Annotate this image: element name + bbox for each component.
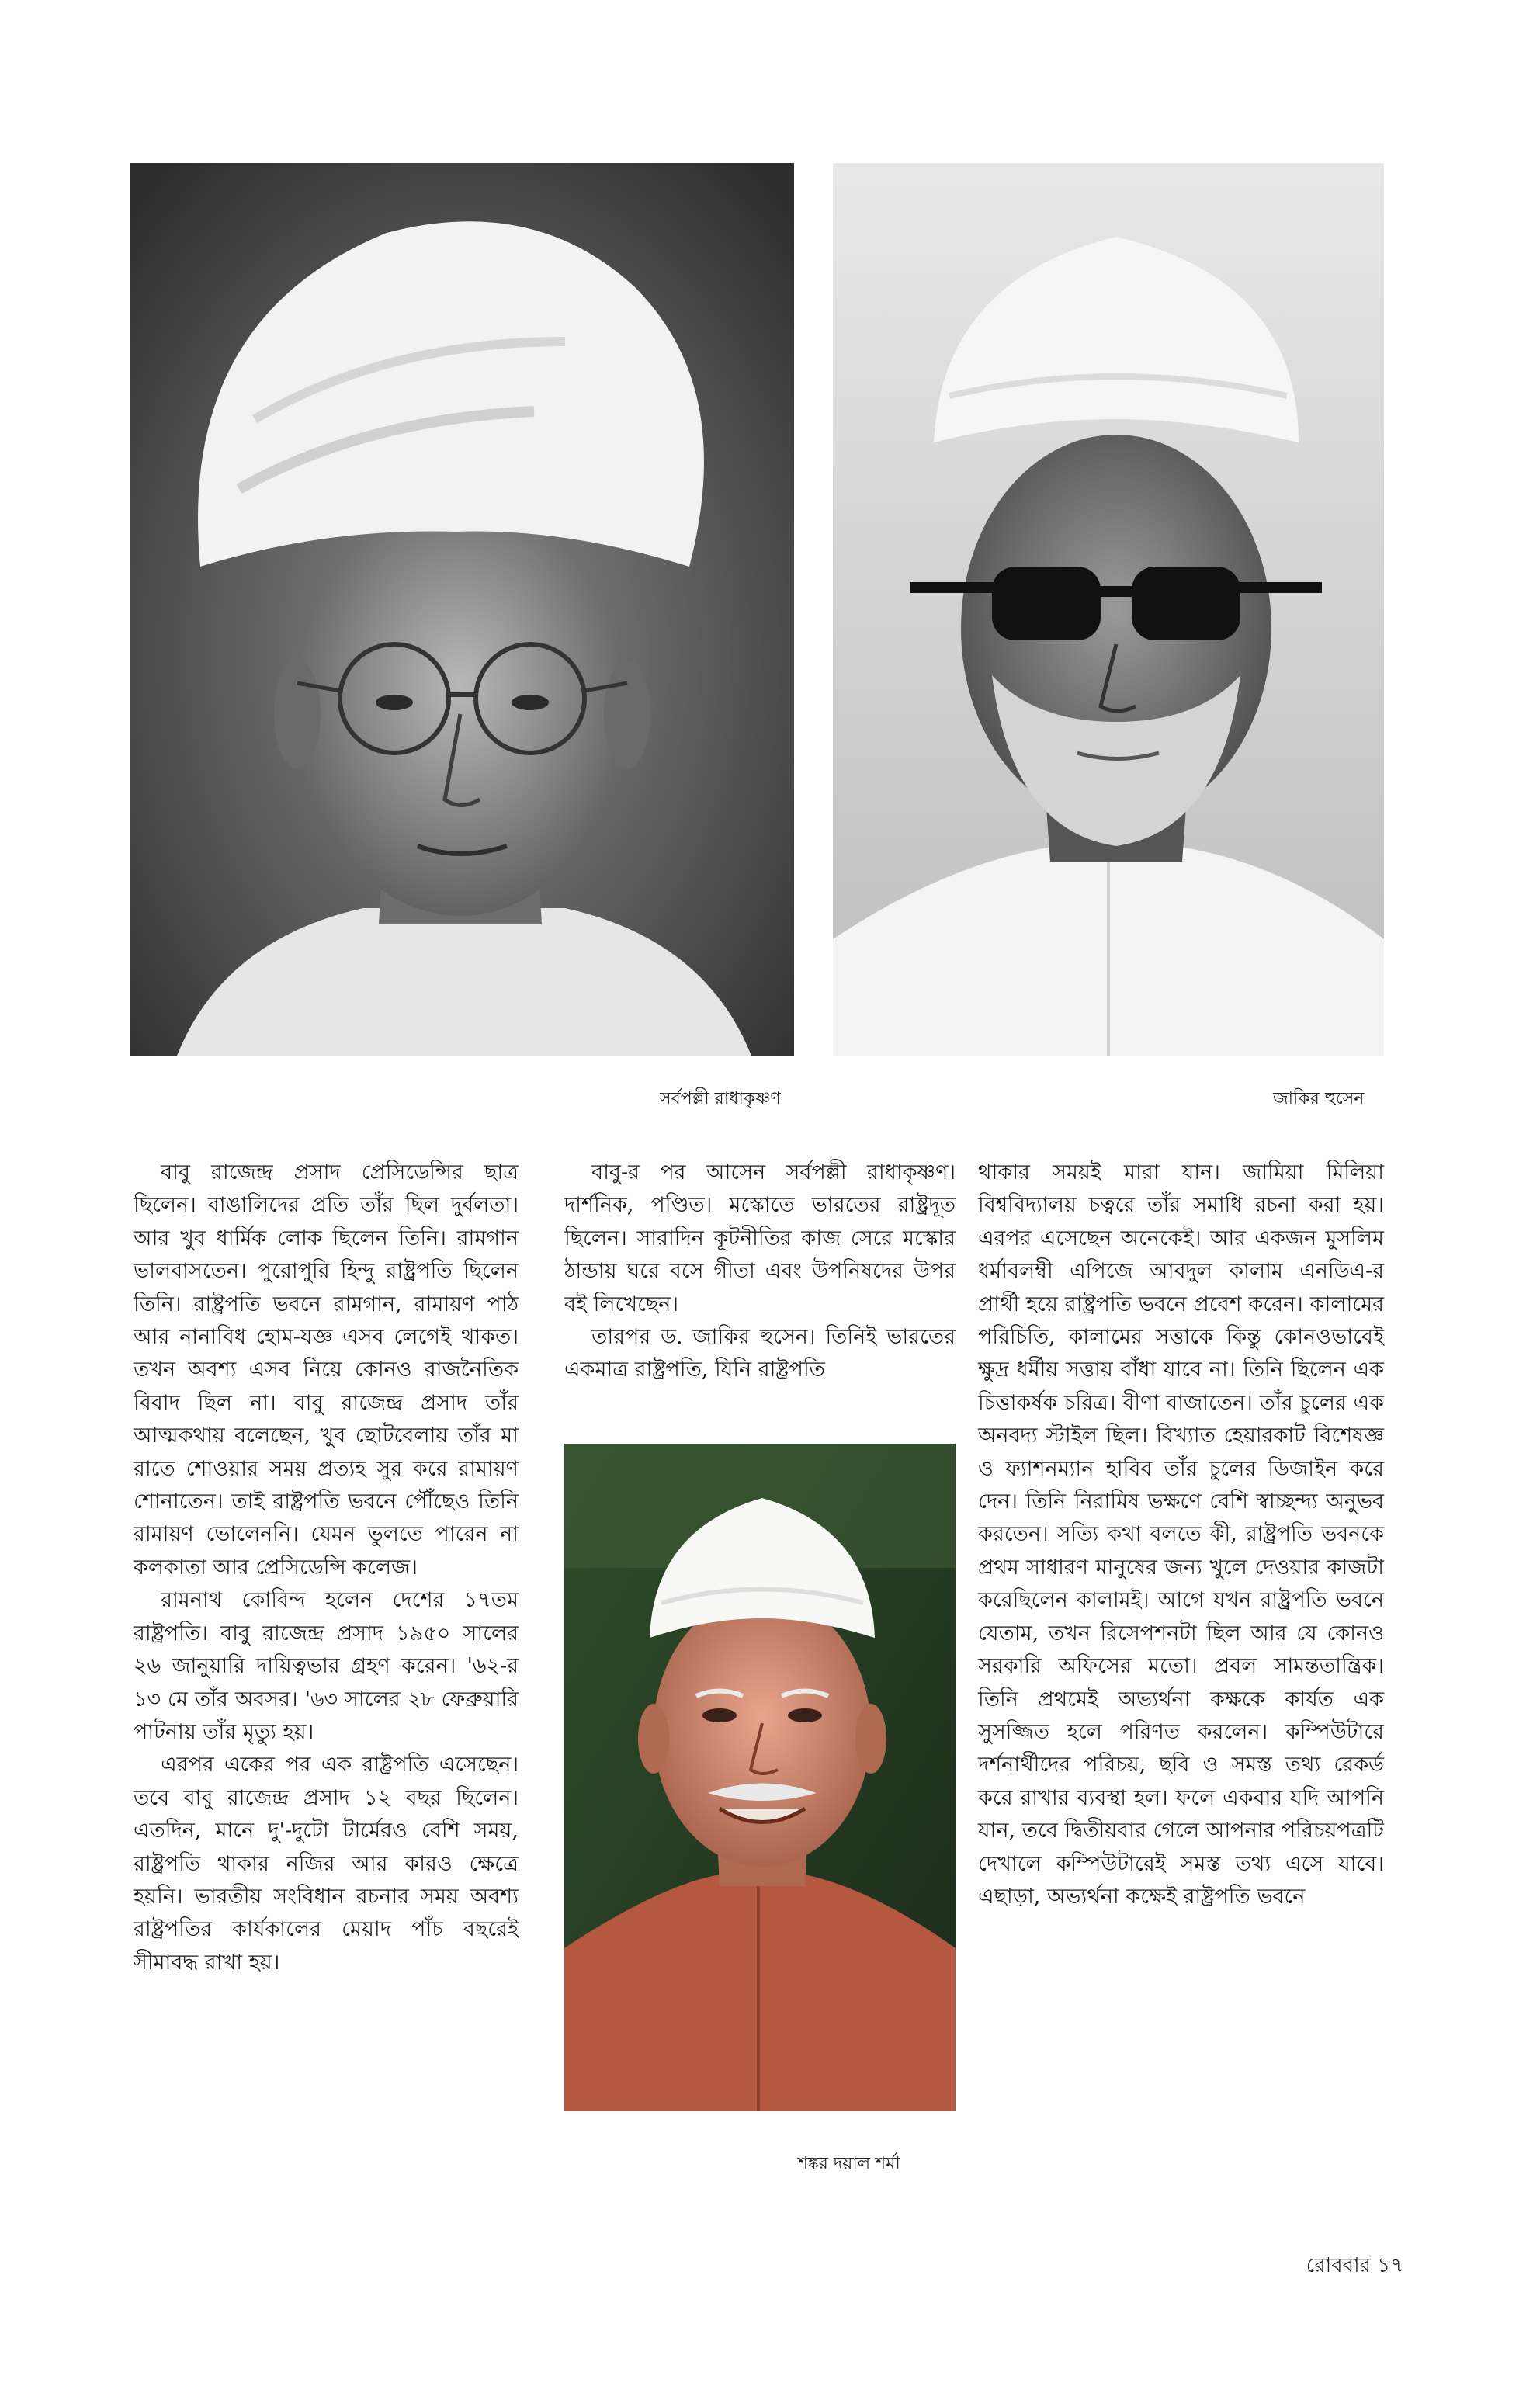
photo-radhakrishnan [130,163,794,1056]
article-paragraph: রামনাথ কোবিন্দ হলেন দেশের ১৭তম রাষ্ট্রপতি। বাবু রাজেন্দ্র প্রসাদ ১৯৫০ সালের ২৬ জানুয়ারি দায়িত্বভার গ্রহণ করেন। '৬২-র ১৩ মে তাঁর অবসর। '৬৩ সালের ২৮ ফেব্রুয়ারি পাটনায় তাঁর মৃত্যু হয়। [134,1588,519,1744]
page-footer-label: রোববার ১৭ [1306,2254,1403,2277]
article-paragraph: বাবু রাজেন্দ্র প্রসাদ প্রেসিডেন্সির ছাত্র ছিলেন। বাঙালিদের প্রতি তাঁর ছিল দুর্বলতা। আর খুব ধার্মিক লোক ছিলেন তিনি। রামগান ভালবাসতেন। পুরোপুরি হিন্দু রাষ্ট্রপতি ছিলেন তিনি। রাষ্ট্রপতি ভবনে রামগান, রামায়ণ পাঠ আর নানাবিধ হোম-যজ্ঞ এসব লেগেই থাকত। তখন অবশ্য এসব নিয়ে কোনও রাজনৈতিক বিবাদ ছিল না। বাবু রাজেন্দ্র প্রসাদ তাঁর আত্মকথায় বলেছেন, খুব ছোটবেলায় তাঁর মা রাতে শোওয়ার সময় প্রত্যহ সুর করে রামায়ণ শোনাতেন। তাই রাষ্ট্রপতি ভবনে পৌঁছেও তিনি রামায়ণ ভোলেননি। যেমন ভুলতে পারেন না কলকাতা আর প্রেসিডেন্সি কলেজ। [134,1160,519,1580]
caption-shankar-dayal-sharma: শঙ্কর দয়াল শর্মা [798,2154,900,2173]
article-column-2 [564,1157,956,1387]
photo-zakir-husain [833,163,1384,1056]
caption-radhakrishnan: সর্বপল্লী রাধাকৃষ্ণণ [660,1089,781,1108]
article-paragraph: থাকার সময়ই মারা যান। জামিয়া মিলিয়া বিশ্ববিদ্যালয় চত্বরে তাঁর সমাধি রচনা করা হয়। এরপর এসেছেন অনেকেই। আর একজন মুসলিম ধর্মাবলম্বী এপিজে আবদুল কালাম এনডিএ-র প্রার্থী হয়ে রাষ্ট্রপতি ভবনে প্রবেশ করেন। কালামের পরিচিতি, কালামের সত্তাকে কিন্তু কোনওভাবেই ক্ষুদ্র ধর্মীয় সত্তায় বাঁধা যাবে না। তিনি ছিলেন এক চিত্তাকর্ষক চরিত্র। বীণা বাজাতেন। তাঁর চুলের এক অনবদ্য স্টাইল ছিল। বিখ্যাত হেয়ারকাট বিশেষজ্ঞ ও ফ্যাশনম্যান হাবিব তাঁর চুলের ডিজাইন করে দেন। তিনি নিরামিষ ভক্ষণে বেশি স্বাচ্ছন্দ্য অনুভব করতেন। সত্যি কথা বলতে কী, রাষ্ট্রপতি ভবনকে প্রথম সাধারণ মানুষের জন্য খুলে দেওয়ার কাজটা করেছিলেন কালামই। আগে যখন রাষ্ট্রপতি ভবনে যেতাম, তখন রিসেপশনটা ছিল আর যে কোনও সরকারি অফিসের মতো। প্রবল সামন্ততান্ত্রিক। তিনি প্রথমেই অভ্যর্থনা কক্ষকে কার্যত এক সুসজ্জিত হলে পরিণত করলেন। কম্পিউটারে দর্শনার্থীদের পরিচয়, ছবি ও সমস্ত তথ্য রেকর্ড করে রাখার ব্যবস্থা হল। ফলে একবার যদি আপনি যান, তবে দ্বিতীয়বার গেলে আপনার পরিচয়পত্রটি দেখালে কম্পিউটারেই সমস্ত তথ্য এসে যাবে। এছাড়া, অভ্যর্থনা কক্ষেই রাষ্ট্রপতি ভবনে [978,1160,1384,1909]
article-paragraph: তারপর ড. জাকির হুসেন। তিনিই ভারতের একমাত্র রাষ্ট্রপতি, যিনি রাষ্ট্রপতি [564,1325,956,1382]
article-paragraph: এরপর একের পর এক রাষ্ট্রপতি এসেছেন। তবে বাবু রাজেন্দ্র প্রসাদ ১২ বছর ছিলেন। এতদিন, মানে দু'-দুটো টার্মেরও বেশি সময়, রাষ্ট্রপতি থাকার নজির আর কারও ক্ষেত্রে হয়নি। ভারতীয় সংবিধান রচনার সময় অবশ্য রাষ্ট্রপতির কার্যকালের মেয়াদ পাঁচ বছরেই সীমাবদ্ধ রাখা হয়। [134,1753,519,1975]
article-column-3 [978,1157,1384,1913]
article-column-1 [134,1157,519,1979]
article-paragraph: বাবু-র পর আসেন সর্বপল্লী রাধাকৃষ্ণণ। দার্শনিক, পণ্ডিত। মস্কোতে ভারতের রাষ্ট্রদূত ছিলেন। সারাদিন কূটনীতির কাজ সেরে মস্কোর ঠান্ডায় ঘরে বসে গীতা এবং উপনিষদের উপর বই লিখেছেন। [564,1160,956,1316]
photo-shankar-dayal-sharma [564,1444,956,2111]
caption-zakir-husain: জাকির হুসেন [1273,1089,1365,1108]
